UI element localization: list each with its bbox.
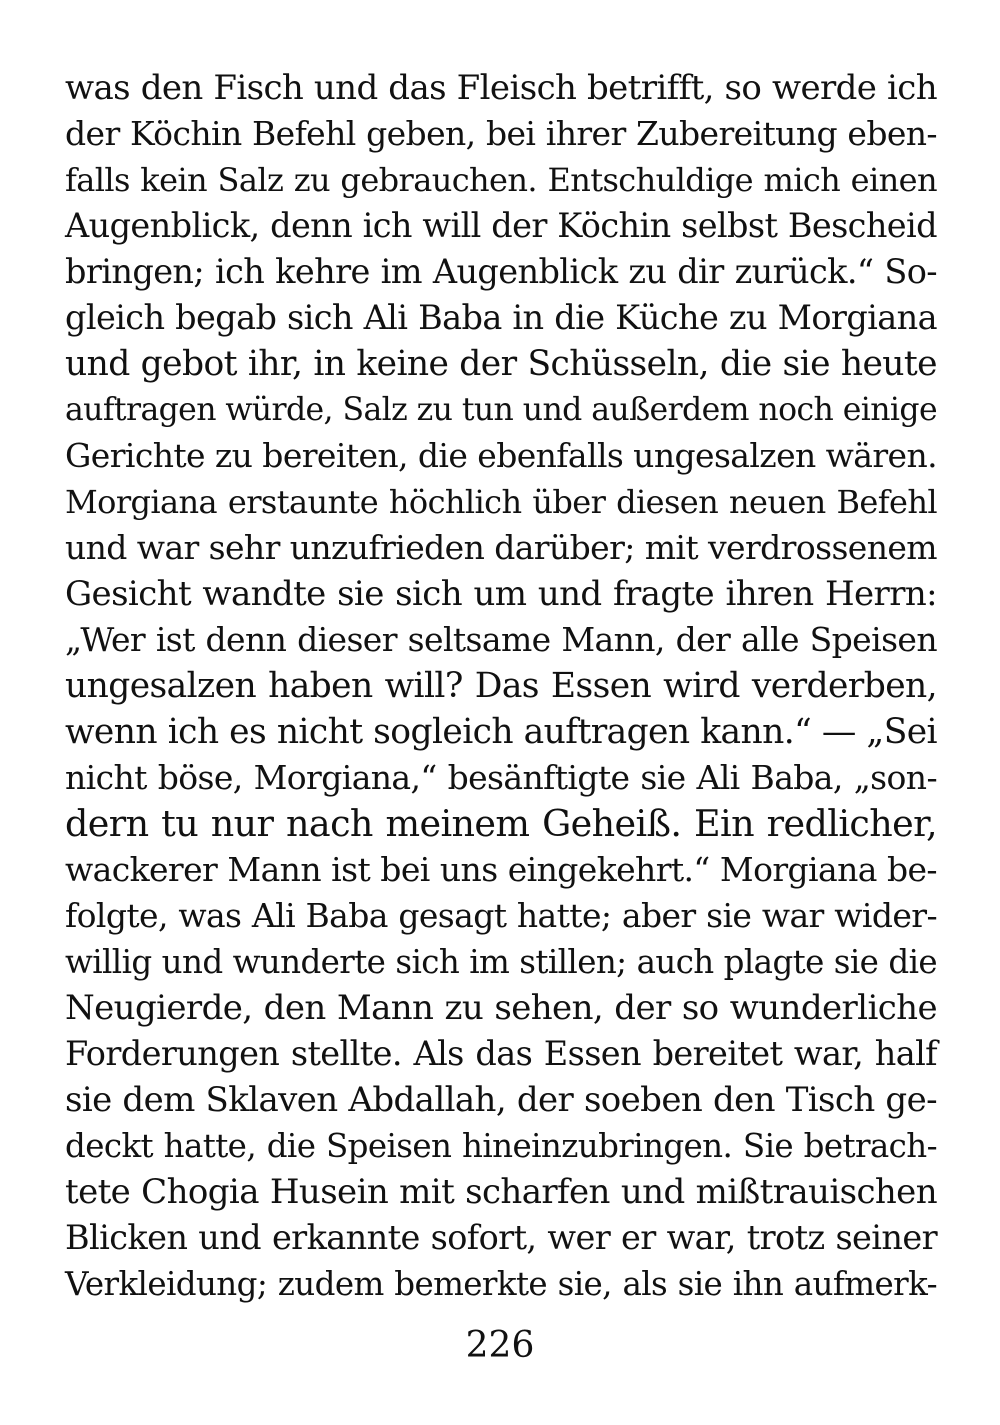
text-line: dern tu nur nach meinem Geheiß. Ein redlicher, [65, 802, 937, 845]
text-line: falls kein Salz zu gebrauchen. Entschuldige mich einen [65, 161, 937, 199]
body-text [65, 65, 937, 1307]
text-line: was den Fisch und das Fleisch betrifft, so werde ich [65, 68, 937, 108]
text-line: ungesalzen haben will? Das Essen wird verderben, [65, 666, 937, 706]
text-line: und gebot ihr, in keine der Schüsseln, die sie heute [65, 344, 937, 384]
page-number: 226 [465, 1325, 535, 1366]
text-line: Morgiana erstaunte höchlich über diesen neuen Befehl [65, 483, 937, 521]
text-line: bringen; ich kehre im Augenblick zu dir zurück.“ So- [65, 252, 937, 291]
text-line: Blicken und erkannte sofort, wer er war, trotz seiner [65, 1218, 937, 1257]
text-line: Augenblick, denn ich will der Köchin selbst Bescheid [65, 206, 937, 245]
text-line: auftragen würde, Salz zu tun und außerdem noch einige [65, 392, 937, 428]
text-line: tete Chogia Husein mit scharfen und mißtrauischen [65, 1172, 937, 1212]
text-line: deckt hatte, die Speisen hineinzubringen. Sie betrach- [65, 1127, 937, 1165]
text-line: sie dem Sklaven Abdallah, der soeben den Tisch ge- [65, 1080, 937, 1120]
text-line: Gerichte zu bereiten, die ebenfalls ungesalzen wären. [65, 436, 937, 475]
text-line: wenn ich es nicht sogleich auftragen kann.“ — „Sei [65, 712, 937, 752]
text-line: Verkleidung; zudem bemerkte sie, als sie ihn aufmerk- [65, 1265, 937, 1303]
text-line: und war sehr unzufrieden darüber; mit verdrossenem [65, 528, 937, 567]
text-line: der Köchin Befehl geben, bei ihrer Zubereitung eben- [65, 114, 937, 153]
text-line: willig und wunderte sich im stillen; auch plagte sie die [65, 943, 937, 981]
text-line: gleich begab sich Ali Baba in die Küche zu Morgiana [65, 298, 937, 337]
text-line: „Wer ist denn dieser seltsame Mann, der alle Speisen [65, 620, 937, 659]
text-line: folgte, was Ali Baba gesagt hatte; aber sie war wider- [65, 896, 937, 935]
text-line: nicht böse, Morgiana,“ besänftigte sie Ali Baba, „son- [65, 758, 937, 797]
text-line: wackerer Mann ist bei uns eingekehrt.“ Morgiana be- [65, 850, 937, 889]
text-line: Gesicht wandte sie sich um und fragte ihren Herrn: [65, 574, 937, 614]
text-line: Neugierde, den Mann zu sehen, der so wunderliche [65, 988, 937, 1028]
text-line: Forderungen stellte. Als das Essen bereitet war, half [65, 1034, 937, 1073]
